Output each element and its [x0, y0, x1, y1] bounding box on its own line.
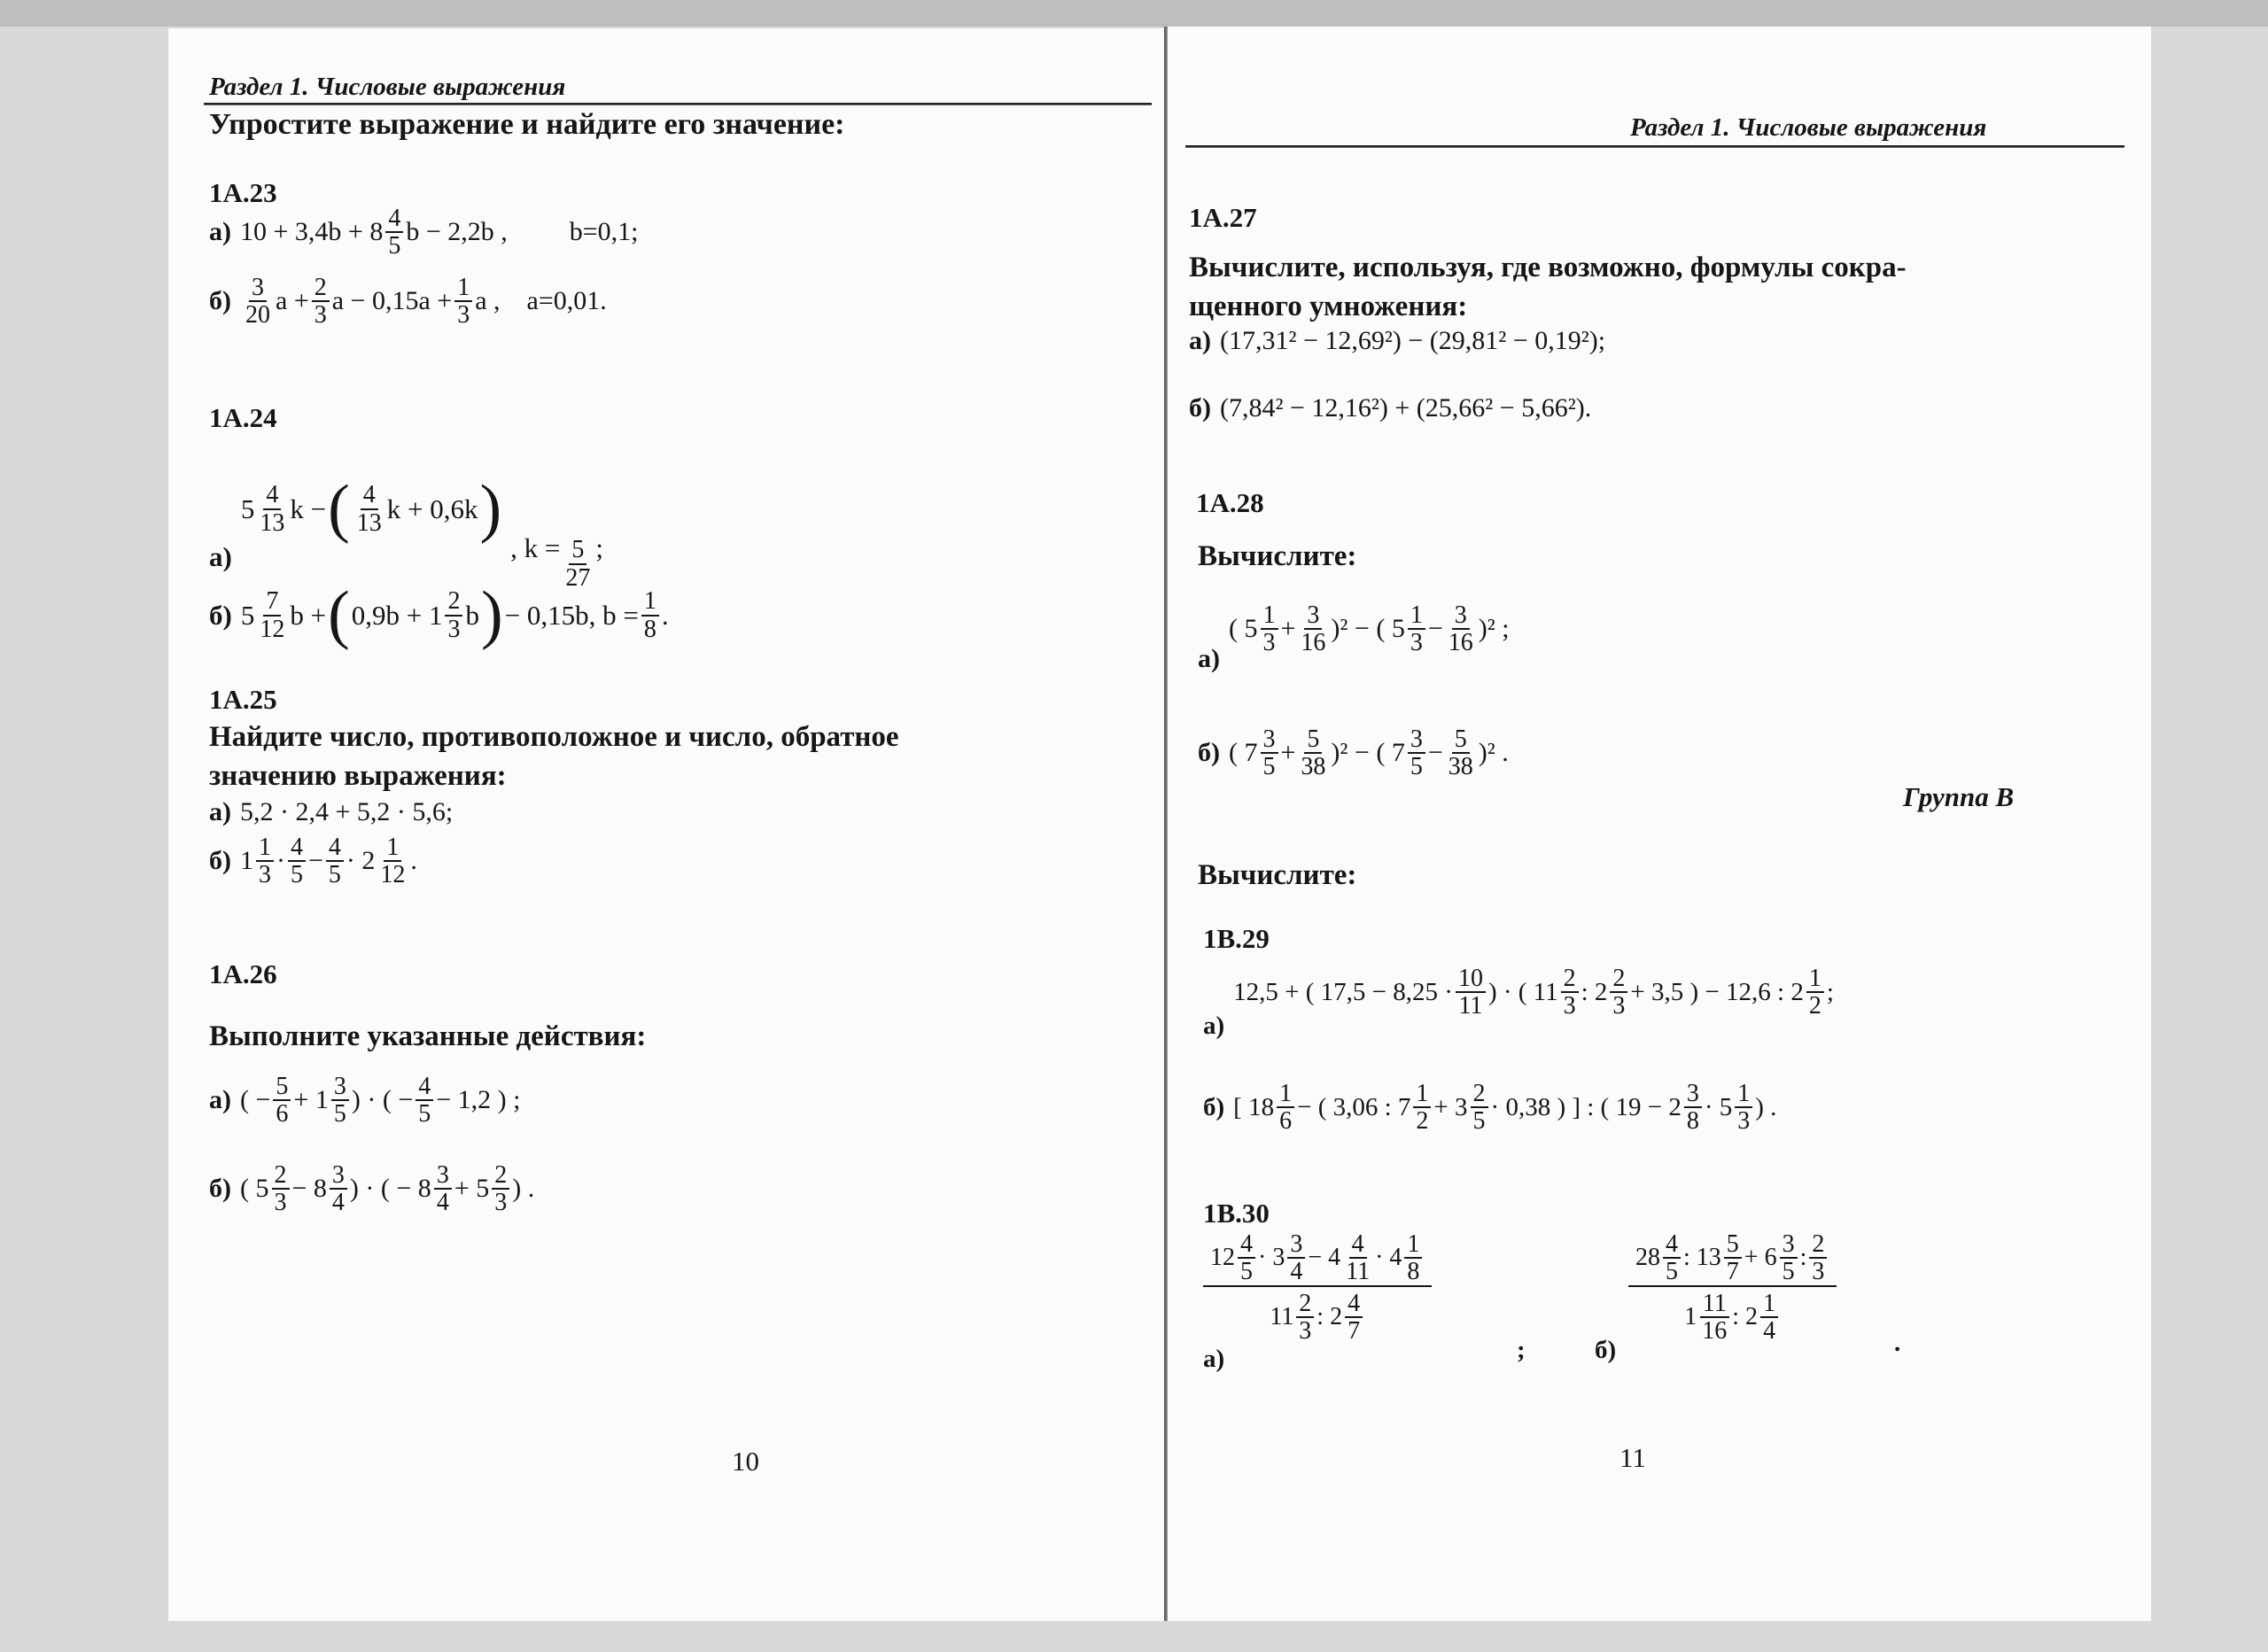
- fraction: $\frac{1}{4}$: [1760, 1291, 1778, 1345]
- fraction: $\frac{10}{11}$: [1456, 966, 1486, 1020]
- expr-text: − 0,15b, b =: [504, 599, 639, 631]
- expr-text: · 4: [1375, 1244, 1402, 1272]
- fraction: $\frac{3}{5}$: [1408, 726, 1425, 780]
- fraction: $\frac{5}{27}$: [565, 536, 591, 592]
- fraction: $\frac{1}{3}$: [1261, 602, 1278, 656]
- problem-label-1b30: 1В.30: [1203, 1198, 1270, 1229]
- item-letter: б): [1595, 1336, 1617, 1364]
- problem-1a24-a: [209, 471, 603, 592]
- fraction: $\frac{2}{5}$: [1471, 1081, 1488, 1135]
- fraction: $\frac{1}{8}$: [641, 588, 659, 642]
- problem-label-1a24: 1А.24: [209, 402, 277, 433]
- expr-text: − 8: [291, 1174, 327, 1204]
- fraction: $\frac{2}{3}$: [1296, 1291, 1314, 1345]
- item-letter: б): [209, 846, 231, 876]
- compound-fraction: [1203, 1231, 1432, 1348]
- fraction: $\frac{2}{3}$: [272, 1162, 290, 1216]
- expr-text: ( 7: [1229, 738, 1258, 768]
- expr-text: ;: [1517, 1336, 1526, 1364]
- expr-text: 5: [240, 599, 255, 631]
- fraction: $\frac{2}{3}$: [445, 588, 462, 642]
- expr-text: , k =: [510, 532, 561, 563]
- expr-text: −: [308, 846, 323, 876]
- fraction: $\frac{1}{6}$: [1277, 1081, 1294, 1135]
- problem-1a24-b: [209, 578, 669, 653]
- item-letter: б): [1189, 393, 1211, 423]
- expr-text: 1: [240, 846, 253, 876]
- expr-text: · 3: [1258, 1244, 1285, 1272]
- problem-label-1b29: 1В.29: [1203, 923, 1270, 954]
- page-number-right: 11: [1619, 1442, 1646, 1473]
- expr-text: +: [1280, 738, 1296, 768]
- paren: ): [480, 578, 503, 651]
- fraction: $\frac{3}{5}$: [331, 1074, 349, 1128]
- fraction: $\frac{4}{5}$: [288, 834, 306, 888]
- expr-text: 11: [1270, 1303, 1294, 1331]
- expr-text: − ( 3,06 : 7: [1297, 1092, 1411, 1121]
- compound-numerator: [1628, 1231, 1837, 1287]
- problem-1a26-b: [209, 1162, 534, 1216]
- fraction: $\frac{3}{16}$: [1301, 601, 1326, 657]
- fraction: $\frac{3}{16}$: [1448, 601, 1473, 657]
- item-letter: б): [1203, 1092, 1225, 1121]
- problem-1a28-b: [1198, 726, 1509, 780]
- fraction: $\frac{2}{3}$: [1610, 966, 1627, 1020]
- expr-text: )² − ( 7: [1331, 738, 1405, 768]
- problem-1a27-a: [1189, 326, 1605, 356]
- expr-text: +: [1280, 614, 1296, 644]
- problem-1a23-b: [209, 275, 607, 329]
- item-letter: б): [209, 286, 231, 316]
- expr-text: b − 2,2b ,: [406, 217, 508, 247]
- fraction: $\frac{4}{5}$: [1663, 1231, 1681, 1285]
- expr-text: )² ;: [1478, 614, 1510, 644]
- fraction: $\frac{3}{20}$: [245, 274, 270, 330]
- expr-text: .: [661, 599, 669, 631]
- expr-text: −: [1427, 738, 1443, 768]
- expr-text: 5,2 · 2,4 + 5,2 · 5,6;: [240, 797, 454, 826]
- expr-text: − 4: [1308, 1244, 1341, 1272]
- group-heading: Группа В: [1903, 781, 2015, 812]
- right-page: [1168, 27, 2151, 1621]
- scan-background-top: [0, 0, 2268, 27]
- fraction: $\frac{5}{7}$: [1724, 1231, 1742, 1285]
- compound-denominator: [1262, 1287, 1372, 1348]
- fraction: $\frac{1}{3}$: [256, 834, 274, 888]
- expr-text: :: [1799, 1244, 1807, 1272]
- problem-1a23-a: [209, 206, 639, 260]
- expr-text: 1: [1684, 1303, 1697, 1331]
- given-value: b=0,1;: [569, 217, 639, 247]
- expr-text: : 2: [1317, 1303, 1343, 1331]
- problem-1a25-b: [209, 834, 417, 888]
- problem-label-1a25: 1А.25: [209, 684, 277, 715]
- right-running-header: Раздел 1. Числовые выражения: [1630, 113, 1987, 142]
- item-letter: а): [1198, 643, 1220, 673]
- fraction: $\frac{4}{5}$: [416, 1074, 433, 1128]
- fraction: $\frac{4}{11}$: [1346, 1230, 1371, 1286]
- item-letter: а): [209, 1085, 231, 1115]
- expr-text: 12: [1210, 1244, 1235, 1272]
- expr-text: + 1: [293, 1085, 329, 1115]
- expr-text: (7,84² − 12,16²) + (25,66² − 5,66²).: [1220, 393, 1592, 423]
- problem-label-1a27: 1А.27: [1189, 202, 1257, 233]
- item-letter: а): [209, 541, 232, 572]
- expr-text: − 1,2 ) ;: [436, 1085, 521, 1115]
- problem-1b30-b: [1628, 1231, 1837, 1348]
- fraction: $\frac{3}{4}$: [434, 1162, 452, 1216]
- item-letter: б): [209, 599, 232, 631]
- expr-text: k −: [290, 492, 327, 524]
- expr-text: .: [410, 846, 417, 876]
- fraction: $\frac{1}{3}$: [1408, 602, 1425, 656]
- expr-text: · 5: [1704, 1092, 1733, 1121]
- expr-text: k + 0,6k: [386, 492, 478, 524]
- expr-text: ) · ( − 8: [349, 1174, 431, 1204]
- expr-text: ( 5: [240, 1174, 269, 1204]
- fraction: $\frac{1}{8}$: [1404, 1231, 1422, 1285]
- task-line: значению выражения:: [209, 760, 507, 792]
- fraction: $\frac{3}{4}$: [330, 1162, 347, 1216]
- expr-text: + 3,5 ) − 12,6 : 2: [1630, 977, 1804, 1006]
- expr-text: )² − ( 5: [1331, 614, 1405, 644]
- fraction: $\frac{4}{7}$: [1345, 1291, 1363, 1345]
- problem-1a27-task: [1189, 248, 1907, 326]
- fraction: $\frac{3}{5}$: [1261, 726, 1278, 780]
- item-letter: а): [209, 797, 231, 826]
- expr-text: b: [465, 599, 479, 631]
- expr-text: ( 5: [1229, 614, 1258, 644]
- group-task: Вычислите:: [1198, 859, 1357, 891]
- fraction: $\frac{5}{38}$: [1301, 725, 1326, 781]
- fraction: $\frac{4}{5}$: [326, 834, 344, 888]
- expr-text: : 2: [1581, 977, 1608, 1006]
- expr-text: : 2: [1732, 1303, 1759, 1331]
- expr-text: ) .: [1755, 1092, 1777, 1121]
- problem-1a28-a: [1198, 601, 1510, 673]
- task-line: щенного умножения:: [1189, 291, 1468, 322]
- fraction: $\frac{3}{4}$: [1287, 1231, 1305, 1285]
- expr-text: + 5: [454, 1174, 490, 1204]
- expr-text: 5: [240, 492, 255, 524]
- item-letter: б): [1198, 738, 1220, 768]
- item-letter: а): [1203, 1345, 1225, 1373]
- item-letter: а): [209, 217, 231, 247]
- compound-denominator: [1677, 1287, 1788, 1348]
- expr-text: 10 + 3,4b + 8: [240, 217, 384, 247]
- fraction: $\frac{7}{12}$: [260, 587, 285, 643]
- fraction: $\frac{1}{2}$: [1413, 1081, 1431, 1135]
- fraction: $\frac{2}{3}$: [1809, 1231, 1827, 1285]
- paren: (: [328, 472, 350, 545]
- left-instruction: Упростите выражение и найдите его значение:: [209, 108, 845, 141]
- expr-text: : 13: [1683, 1244, 1721, 1272]
- given-value: a=0,01.: [526, 286, 607, 316]
- expr-text: )² .: [1478, 738, 1509, 768]
- expr-text: ) · ( −: [351, 1085, 414, 1115]
- problem-1a26-a: [209, 1074, 520, 1128]
- fraction: $\frac{3}{5}$: [1780, 1231, 1798, 1285]
- item-letter: а): [1203, 1011, 1225, 1040]
- expr-text: a ,: [475, 286, 501, 316]
- compound-numerator: [1203, 1231, 1432, 1287]
- left-page: [168, 28, 1168, 1621]
- fraction: $\frac{2}{3}$: [1561, 966, 1579, 1020]
- problem-1b29-a: [1203, 965, 1834, 1040]
- expr-text: ;: [595, 532, 603, 563]
- problem-1a25-task: [209, 717, 899, 795]
- expr-text: + 6: [1744, 1244, 1777, 1272]
- expr-text: a +: [276, 286, 309, 316]
- problem-label-1a23: 1А.23: [209, 177, 277, 208]
- expr-text: · 2: [346, 846, 376, 876]
- fraction: $\frac{1}{3}$: [1735, 1081, 1752, 1135]
- left-header-rule: [204, 103, 1152, 105]
- expr-text: −: [1427, 614, 1443, 644]
- fraction: $\frac{4}{5}$: [385, 206, 403, 260]
- expr-text: 28: [1635, 1244, 1660, 1272]
- paren: ): [479, 472, 502, 545]
- problem-1a26-task: Выполните указанные действия:: [209, 1020, 647, 1052]
- item-letter: а): [1189, 326, 1211, 355]
- expr-text: + 3: [1433, 1092, 1468, 1121]
- expr-text: 12,5 + ( 17,5 − 8,25 ·: [1233, 977, 1453, 1006]
- expr-text: a − 0,15a +: [331, 286, 453, 316]
- compound-fraction: [1628, 1231, 1837, 1348]
- expr-text: ( −: [240, 1085, 271, 1115]
- expr-text: ;: [1826, 977, 1834, 1006]
- expr-text: · 0,38 ) ] : ( 19 − 2: [1490, 1092, 1682, 1121]
- problem-1a28-task: Вычислите:: [1198, 540, 1357, 572]
- task-line: Вычислите, используя, где возможно, формулы сокра-: [1189, 252, 1907, 283]
- fraction: $\frac{11}{16}$: [1699, 1291, 1729, 1345]
- expr-text: ) · ( 11: [1487, 977, 1558, 1006]
- page-number-left: 10: [732, 1446, 759, 1477]
- left-running-header: Раздел 1. Числовые выражения: [209, 73, 566, 101]
- fraction: $\frac{4}{13}$: [356, 481, 382, 537]
- fraction: $\frac{1}{3}$: [454, 275, 472, 329]
- right-header-rule: [1185, 145, 2124, 148]
- expr-text: ·: [276, 846, 285, 876]
- expr-text: .: [1894, 1329, 1901, 1357]
- fraction: $\frac{2}{3}$: [492, 1162, 509, 1216]
- fraction: $\frac{3}{8}$: [1684, 1081, 1702, 1135]
- fraction: $\frac{1}{12}$: [380, 834, 406, 889]
- expr-text: ) .: [512, 1174, 535, 1204]
- task-line: Найдите число, противоположное и число, обратное: [209, 721, 899, 753]
- fraction: $\frac{4}{5}$: [1238, 1231, 1255, 1285]
- fraction: $\frac{5}{38}$: [1448, 725, 1473, 781]
- fraction: $\frac{5}{6}$: [273, 1074, 291, 1128]
- problem-1b30-a: [1203, 1231, 1432, 1348]
- expr-text: (17,31² − 12,69²) − (29,81² − 0,19²);: [1220, 326, 1606, 355]
- problem-1a27-b: [1189, 393, 1591, 423]
- fraction: $\frac{4}{13}$: [260, 481, 285, 537]
- fraction: $\frac{2}{3}$: [312, 275, 330, 329]
- problem-1a25-a: [209, 797, 453, 827]
- problem-label-1a26: 1А.26: [209, 958, 277, 989]
- expr-text: b +: [290, 599, 327, 631]
- problem-1b29-b: [1203, 1081, 1776, 1135]
- problem-label-1a28: 1А.28: [1196, 487, 1264, 518]
- paren: (: [328, 578, 350, 651]
- item-letter: б): [209, 1174, 231, 1204]
- fraction: $\frac{1}{2}$: [1806, 966, 1824, 1020]
- expr-text: 0,9b + 1: [351, 599, 443, 631]
- expr-text: [ 18: [1233, 1092, 1275, 1121]
